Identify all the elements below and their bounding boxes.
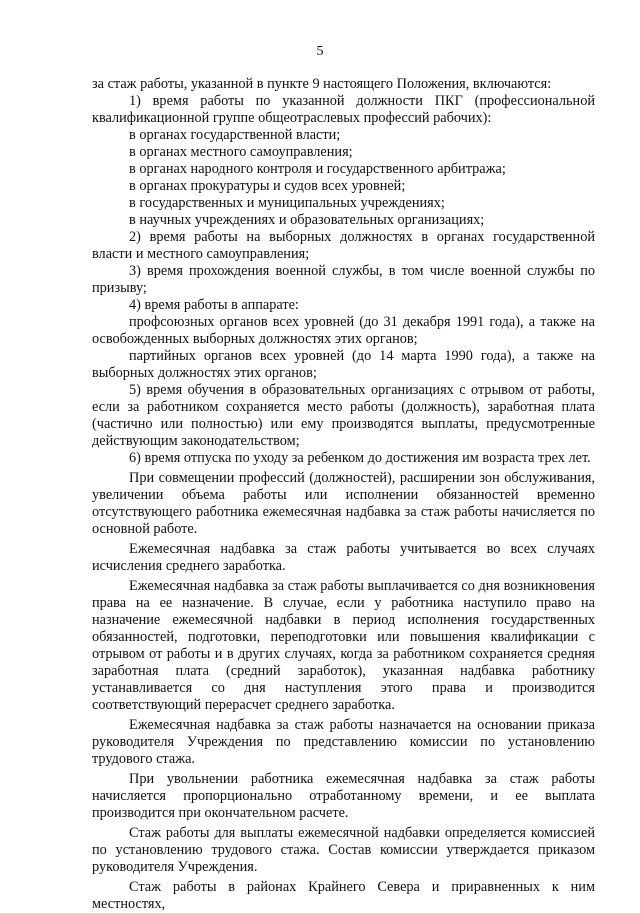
page-number: 5	[316, 44, 324, 59]
sub-item: в органах местного самоуправления;	[129, 144, 353, 160]
list-item-3: 3) время прохождения военной службы, в том числе военной службы по призыву;	[92, 263, 595, 296]
list-item-1: 1) время работы по указанной должности ПКГ (профессиональной квалификационной группе общеотраслевых профессий рабочих):	[92, 93, 595, 126]
document-body	[92, 76, 595, 913]
sub-item: в государственных и муниципальных учреждениях;	[129, 195, 445, 211]
list-item-2: 2) время работы на выборных должностях в органах государственной власти и местного самоуправления;	[92, 229, 595, 262]
paragraph: Ежемесячная надбавка за стаж работы учитывается во всех случаях исчисления среднего заработка.	[92, 541, 595, 574]
sub-item: в научных учреждениях и образовательных организациях;	[129, 212, 485, 228]
list-item-5: 5) время обучения в образовательных организациях с отрывом от работы, если за работником сохраняется место работы (должность), заработная плата (частично или полностью) или ему производятся выплаты, предусмотренные действующим законодательством;	[92, 382, 595, 449]
paragraph: При совмещении профессий (должностей), расширении зон обслуживания, увеличении объема работы или исполнении обязанностей временно отсутствующего работника ежемесячная надбавка за стаж работы начисляется по основной работе.	[92, 470, 595, 537]
list-item-4: 4) время работы в аппарате:	[129, 297, 299, 313]
sub-item: в органах государственной власти;	[129, 127, 341, 143]
paragraph: Ежемесячная надбавка за стаж работы назначается на основании приказа руководителя Учреждения по представлению комиссии по установлению трудового стажа.	[92, 717, 595, 767]
paragraph: Стаж работы в районах Крайнего Севера и приравненных к ним местностях,	[92, 879, 595, 912]
paragraph-intro: за стаж работы, указанной в пункте 9 настоящего Положения, включаются:	[92, 76, 552, 92]
paragraph: При увольнении работника ежемесячная надбавка за стаж работы начисляется пропорционально отработанному времени, и ее выплата производится при окончательном расчете.	[92, 771, 595, 821]
sub-item: профсоюзных органов всех уровней (до 31 декабря 1991 года), а также на освобожденных выборных должностях этих органов;	[92, 314, 595, 347]
paragraph: Ежемесячная надбавка за стаж работы выплачивается со дня возникновения права на ее назначение. В случае, если у работника наступило право на назначение ежемесячной надбавки в период исполнения государственных обязанностей, подготовки, переподготовки или повышения квалификации с отрывом от работы и в других случаях, когда за работником сохраняется средняя заработная плата (средний заработок), указанная надбавка работнику устанавливается со дня наступления этого права и производится соответствующий перерасчет среднего заработка.	[92, 578, 595, 713]
paragraph: Стаж работы для выплаты ежемесячной надбавки определяется комиссией по установлению трудового стажа. Состав комиссии утверждается приказом руководителя Учреждения.	[92, 825, 595, 875]
sub-item: в органах народного контроля и государственного арбитража;	[129, 161, 506, 177]
list-item-6: 6) время отпуска по уходу за ребенком до достижения им возраста трех лет.	[129, 450, 591, 466]
sub-item: партийных органов всех уровней (до 14 марта 1990 года), а также на выборных должностях этих органов;	[92, 348, 595, 381]
sub-item: в органах прокуратуры и судов всех уровней;	[129, 178, 406, 194]
